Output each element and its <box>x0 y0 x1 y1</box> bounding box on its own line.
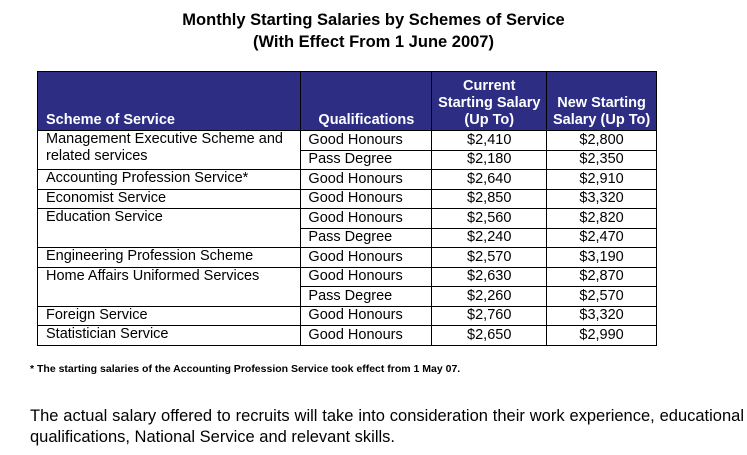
table-row <box>38 131 657 151</box>
table-header-row <box>38 72 657 131</box>
table-row <box>38 326 657 346</box>
current-salary-cell: $2,240 <box>432 228 547 248</box>
qualification-cell: Good Honours <box>301 170 432 190</box>
qualification-cell: Pass Degree <box>301 228 432 248</box>
new-salary-cell: $3,320 <box>547 306 657 326</box>
current-salary-cell: $2,260 <box>432 287 547 307</box>
header-scheme: Scheme of Service <box>38 72 301 131</box>
new-salary-cell: $2,470 <box>547 228 657 248</box>
new-salary-cell: $3,320 <box>547 189 657 209</box>
scheme-name-cell: Economist Service <box>38 189 301 209</box>
new-salary-cell: $2,910 <box>547 170 657 190</box>
current-salary-cell: $2,410 <box>432 131 547 151</box>
qualification-cell: Good Honours <box>301 248 432 268</box>
table-row <box>38 267 657 287</box>
scheme-name-cell: Statistician Service <box>38 326 301 346</box>
current-salary-cell: $2,570 <box>432 248 547 268</box>
scheme-name-cell: Home Affairs Uniformed Services <box>38 267 301 306</box>
header-current-salary: Current Starting Salary (Up To) <box>432 72 547 131</box>
current-salary-cell: $2,560 <box>432 209 547 229</box>
qualification-cell: Pass Degree <box>301 287 432 307</box>
qualification-cell: Good Honours <box>301 306 432 326</box>
current-salary-cell: $2,630 <box>432 267 547 287</box>
table-row <box>38 189 657 209</box>
qualification-cell: Good Honours <box>301 131 432 151</box>
qualification-cell: Good Honours <box>301 326 432 346</box>
new-salary-cell: $3,190 <box>547 248 657 268</box>
page-title: Monthly Starting Salaries by Schemes of Service <box>182 11 565 29</box>
table-row <box>38 170 657 190</box>
salary-table <box>37 71 657 346</box>
current-salary-cell: $2,850 <box>432 189 547 209</box>
new-salary-cell: $2,870 <box>547 267 657 287</box>
current-salary-cell: $2,180 <box>432 150 547 170</box>
table-row <box>38 248 657 268</box>
scheme-name-cell: Management Executive Scheme and related services <box>38 131 301 170</box>
scheme-name-cell: Engineering Profession Scheme <box>38 248 301 268</box>
note-paragraph: The actual salary offered to recruits will take into consideration their work experience, educational qualifications, National Service and relevant skills. <box>30 407 744 446</box>
qualification-cell: Good Honours <box>301 189 432 209</box>
qualification-cell: Good Honours <box>301 209 432 229</box>
new-salary-cell: $2,990 <box>547 326 657 346</box>
table-body <box>38 131 657 346</box>
footnote: * The starting salaries of the Accounting Profession Service took effect from 1 May 07. <box>30 363 461 375</box>
table-row <box>38 306 657 326</box>
header-qualifications: Qualifications <box>301 72 432 131</box>
scheme-name-cell: Education Service <box>38 209 301 248</box>
current-salary-cell: $2,760 <box>432 306 547 326</box>
scheme-name-cell: Foreign Service <box>38 306 301 326</box>
page-subtitle: (With Effect From 1 June 2007) <box>253 33 494 51</box>
scheme-name-cell: Accounting Profession Service* <box>38 170 301 190</box>
qualification-cell: Pass Degree <box>301 150 432 170</box>
table-row <box>38 209 657 229</box>
new-salary-cell: $2,350 <box>547 150 657 170</box>
current-salary-cell: $2,650 <box>432 326 547 346</box>
current-salary-cell: $2,640 <box>432 170 547 190</box>
new-salary-cell: $2,800 <box>547 131 657 151</box>
new-salary-cell: $2,820 <box>547 209 657 229</box>
new-salary-cell: $2,570 <box>547 287 657 307</box>
qualification-cell: Good Honours <box>301 267 432 287</box>
header-new-salary: New Starting Salary (Up To) <box>547 72 657 131</box>
